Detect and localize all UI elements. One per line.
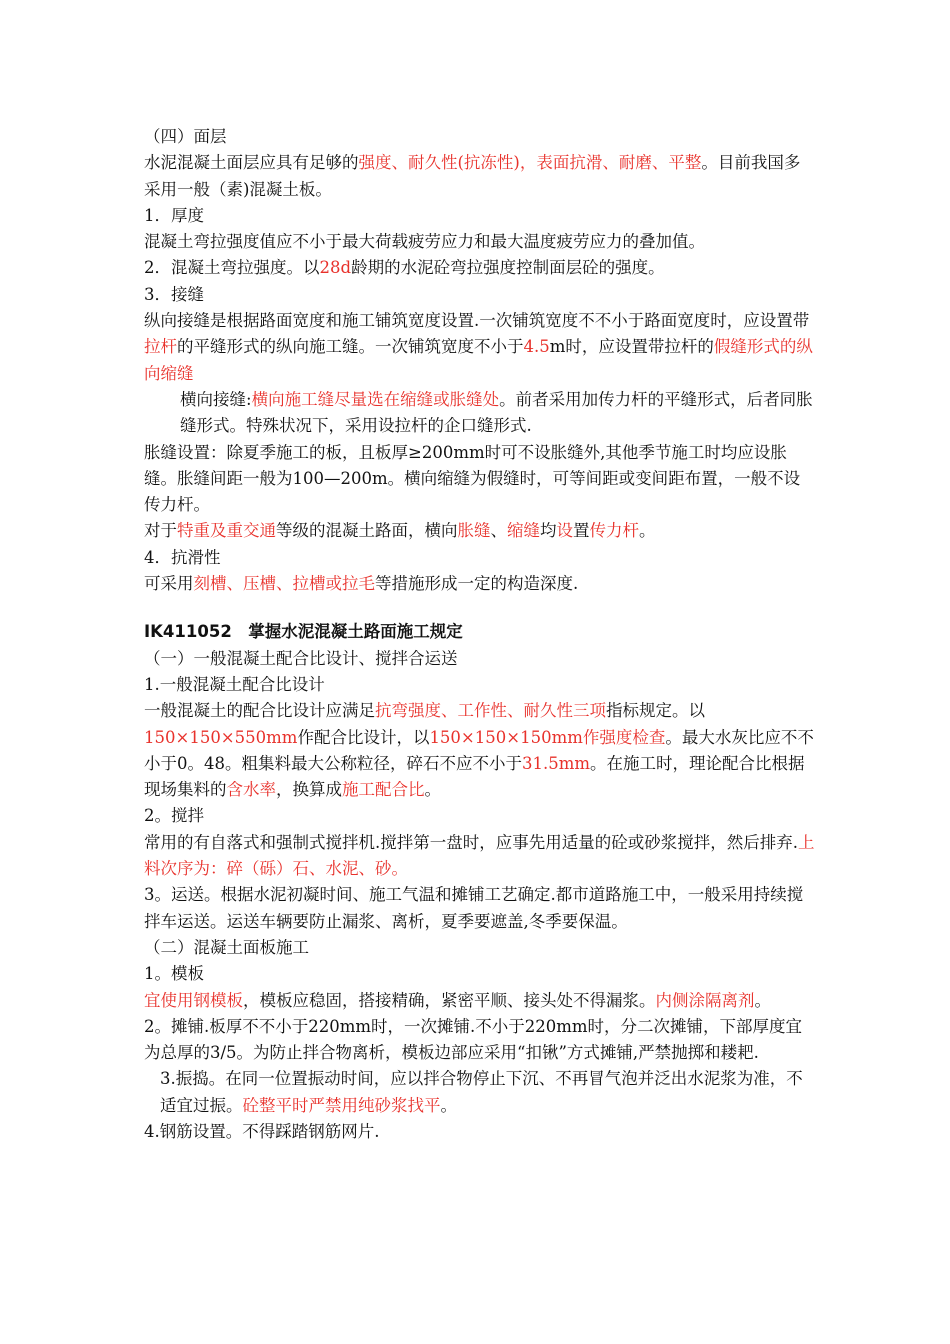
text-run: 均 [540,521,557,541]
subsection-title: （一）一般混凝土配合比设计、搅拌合运送 [144,648,458,668]
paragraph: 4.钢筋设置。不得踩踏钢筋网片. [144,1121,380,1141]
item-heading: 1.一般混凝土配合比设计 [144,674,325,694]
highlighted-text: 抗弯强度、工作性、耐久性三项 [375,701,606,721]
text-run: 。 [639,521,656,541]
subsection-title: （二）混凝土面板施工 [144,937,309,957]
paragraph: 混凝土弯拉强度值应不小于最大荷载疲劳应力和最大温度疲劳应力的叠加值。 [144,232,705,252]
highlighted-text: 假缝形式的纵向缩缝 [144,337,813,383]
item-heading: 1。模板 [144,964,204,984]
section-heading: IK411052 掌握水泥混凝土路面施工规定 [144,622,463,642]
paragraph [144,830,816,883]
highlighted-text: 胀缝 [457,521,491,541]
paragraph [144,571,816,597]
paragraph [144,255,816,281]
highlighted-text: 上料次序为：碎（砾）石、水泥、砂。 [144,832,815,879]
text-run: 横向接缝: [180,389,252,409]
text-run: 。 [440,1095,457,1115]
text-run: 作配合比设计，以 [297,727,430,747]
paragraph [144,387,816,440]
text-run: 对于 [144,521,177,541]
highlighted-text: 宜使用钢模板 [144,990,243,1010]
text-run: 、 [490,521,507,541]
highlighted-text: 刻槽、压槽、拉槽或拉毛 [193,574,375,594]
text-run: 等措施形成一定的构造深度. [375,574,579,594]
highlighted-text: 特重及重交通 [177,521,276,541]
text-run: 2．混凝土弯拉强度。以 [144,258,320,278]
text-run: 。前者采用加传力杆的平缝形式，后者同胀缝形式。特殊状况下，采用设拉杆的企口缝形式. [180,389,813,436]
text-run: ，换算成 [276,780,342,800]
text-run: 。在施工时，理论配合比根据现场集料的 [144,753,805,800]
highlighted-text: 横向施工缝尽量选在缩缝或胀缝处 [251,389,500,409]
highlighted-text: 4.5 [523,337,550,357]
paragraph: 3。运送。根据水泥初凝时间、施工气温和摊铺工艺确定.都市道路施工中，一般采用持续搅拌车运送。运送车辆要防止漏浆、离析，夏季要遮盖,冬季要保温。 [144,885,804,931]
text-run: 龄期的水泥砼弯拉强度控制面层砼的强度。 [351,258,665,278]
text-run: 置 [573,521,590,541]
highlighted-text: 强度、耐久性(抗冻性)，表面抗滑、耐磨、平整 [358,153,702,173]
item-heading: 2。搅拌 [144,806,204,826]
text-run: 。 [424,780,441,800]
highlighted-text: 150×150×150mm作强度检查 [429,727,666,747]
text-run: m时，应设置带拉杆的 [549,337,714,357]
text-run: 水泥混凝土面层应具有足够的 [144,153,359,173]
text-run: 的平缝形式的纵向施工缝。一次铺筑宽度不小于 [177,337,524,357]
item-heading: 3．接缝 [144,284,204,304]
text-run: ，模板应稳固，搭接精确，紧密平顺、接头处不得漏浆。 [243,990,656,1010]
highlighted-text: 设 [556,521,573,541]
text-run: 。目前我国多采用一般（素)混凝土板。 [144,153,801,199]
paragraph: 2。摊铺.板厚不不小于220mm时，一次摊铺.不小于220mm时，分二次摊铺，下部厚度宜为总厚的3/5。为防止拌合物离析，模板边部应采用“扣锹”方式摊铺,严禁抛掷和耧耙. [144,1016,803,1063]
highlighted-text: 28d [319,258,352,278]
paragraph [144,150,816,203]
text-run: 常用的有自落式和强制式搅拌机.搅拌第一盘时，应事先用适量的砼或砂浆搅拌，然后排弃. [144,832,798,852]
paragraph [144,698,816,803]
highlighted-text: 含水率 [226,780,276,800]
section-title: （四）面层 [144,127,227,146]
highlighted-text: 150×150×550mm [144,727,298,747]
paragraph [144,518,816,544]
text-run: 。最大水灰比应不不小于0。48。粗集料最大公称粒径，碎石不应不小于 [144,727,814,773]
text-run: 等级的混凝土路面，横向 [276,521,458,541]
text-run: 。 [754,990,771,1010]
item-heading: 1．厚度 [144,205,204,225]
section-spacer [144,597,816,619]
paragraph [144,308,816,387]
highlighted-text: 缩缝 [507,521,540,541]
highlighted-text: 砼整平时严禁用纯砂浆找平 [242,1095,441,1115]
item-heading: 4．抗滑性 [144,547,221,567]
text-run: 纵向接缝是根据路面宽度和施工铺筑宽度设置.一次铺筑宽度不不小于路面宽度时，应设置带 [144,311,810,331]
highlighted-text: 内侧涂隔离剂 [655,990,755,1010]
paragraph [144,1066,816,1119]
highlighted-text: 拉杆 [144,337,177,357]
text-run: 3.振捣。在同一位置振动时间，应以拌合物停止下沉、不再冒气泡并泛出水泥浆为准，不适宜过振。 [160,1069,803,1115]
paragraph: 胀缝设置：除夏季施工的板，且板厚≥200mm时可不设胀缝外,其他季节施工时均应设胀缝。胀缝间距一般为100—200m。横向缩缝为假缝时，可等间距或变间距布置，一般不设传力杆。 [144,442,801,515]
text-run: 指标规定。以 [606,701,705,721]
text-run: 一般混凝土的配合比设计应满足 [144,701,375,721]
document-body [144,124,816,1145]
paragraph [144,988,816,1014]
highlighted-text: 施工配合比 [342,780,425,800]
text-run: 可采用 [144,574,194,594]
highlighted-text: 传力杆 [589,521,639,541]
highlighted-text: 31.5mm [522,753,591,773]
